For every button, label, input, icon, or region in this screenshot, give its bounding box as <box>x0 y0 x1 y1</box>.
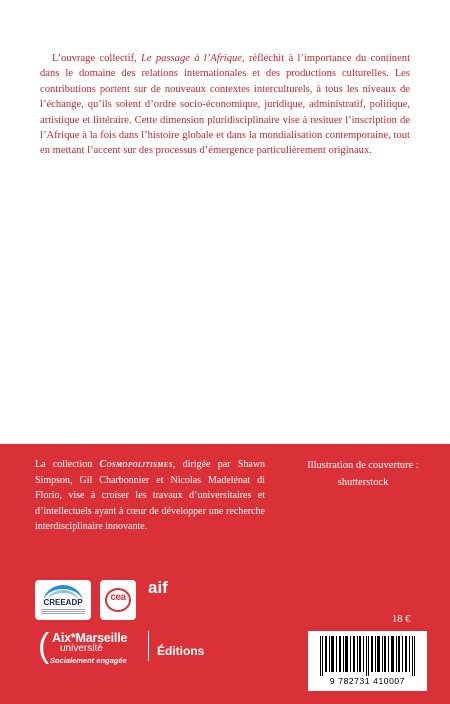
barcode-icon <box>318 636 418 676</box>
book-price: 18 € <box>392 614 411 625</box>
collection-description <box>35 457 265 535</box>
amu-logo-line2: université <box>60 643 103 654</box>
isbn-barcode <box>308 631 427 691</box>
creeadp-logo-text: CREEADP <box>43 598 83 607</box>
aix-marseille-universite-logo <box>38 627 158 669</box>
book-title: Le passage à l’Afrique <box>141 53 243 64</box>
cover-illustration-credit <box>298 457 428 491</box>
cea-logo <box>100 580 136 620</box>
amu-logo-line1: Aix*Marseille <box>52 631 128 645</box>
summary-text: , réfléchit à l’importance du continent dans le domaine des relations internationales et des productions culturelles. Les contributions portent sur de nouveaux contextes interculturels, à tous les niveaux de l’échange, qu’ils soient d’ordre socio-économique, juridique, administratif, politique, artistique et littéraire. Cette dimension pluridisciplinaire vise à resituer l’inscription de l’Afrique à la fois dans l’histoire globale et dans la mondialisation contemporaine, tout en mettant l’accent sur des processus d’émergence particulièrement originaux. <box>40 53 411 157</box>
book-summary <box>40 51 410 159</box>
illustration-label: Illustration de couverture : <box>307 460 419 471</box>
amu-divider <box>148 631 149 661</box>
editions-label: Éditions <box>157 644 205 658</box>
creeadp-logo <box>35 580 91 620</box>
collection-intro: La collection <box>35 459 100 470</box>
summary-intro: L’ouvrage collectif, <box>52 53 141 64</box>
collection-text: , dirigée par Shawn Simpson, Gil Charbonnier et Nicolas Madelénat di Florio, vise à croiser les travaux d’universitaires et d’intellectuels ayant à cœur de développer une recherche interdisciplinaire innovante. <box>35 459 265 533</box>
illustration-source: shutterstock <box>337 477 389 488</box>
aif-logo: aif <box>148 578 168 597</box>
amu-tagline: Socialement engagée <box>50 656 127 665</box>
red-info-panel <box>0 444 450 704</box>
amu-bracket-icon: ( <box>38 627 50 665</box>
collection-name: Cosmopolitismes <box>99 459 173 470</box>
isbn-digits: 9 782731 410007 <box>329 676 406 686</box>
creeadp-fine-print <box>41 609 85 610</box>
cea-logo-text: cea <box>110 592 126 603</box>
